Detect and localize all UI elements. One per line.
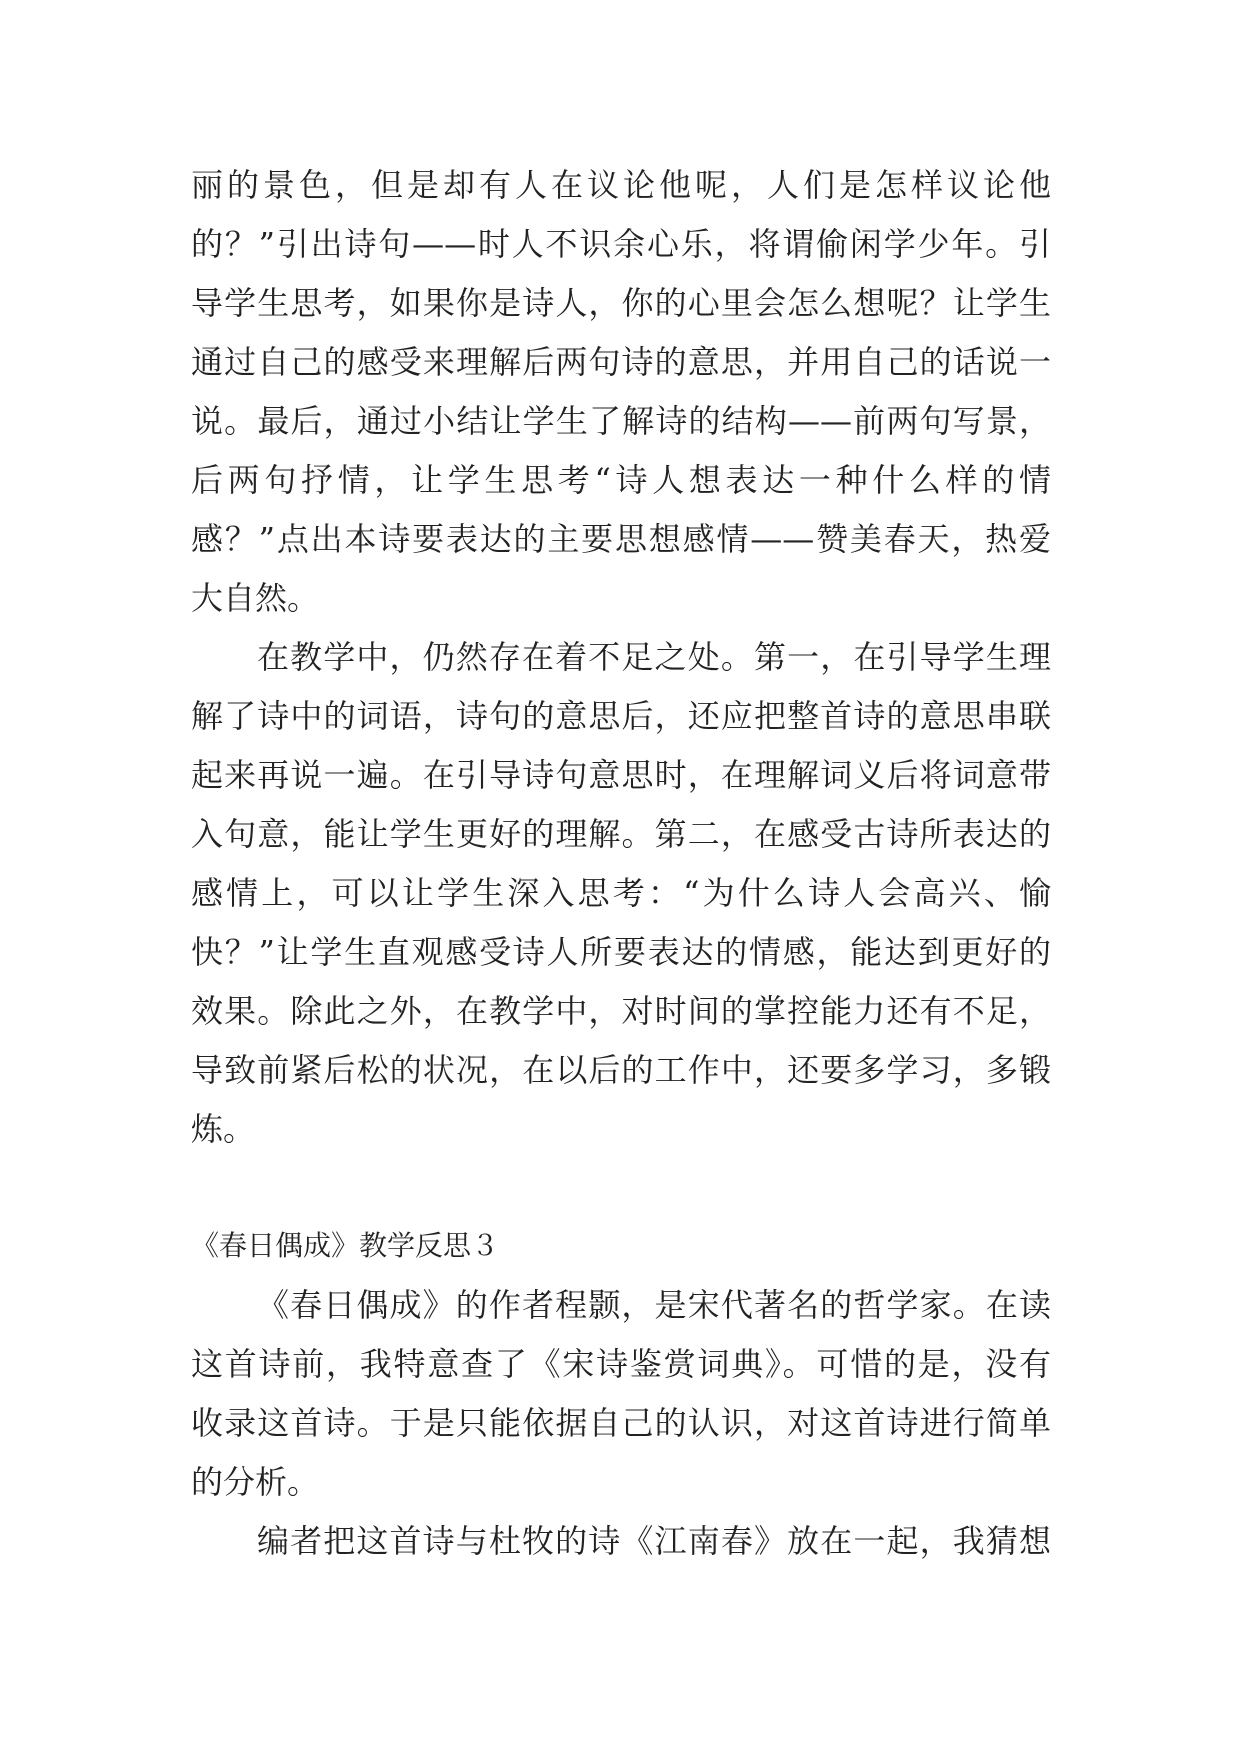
text-line: 丽的景色，但是却有人在议论他呢，人们是怎样议论他	[191, 166, 1051, 204]
text-line: 的？”引出诗句——时人不识余心乐，将谓偷闲学少年。引	[191, 225, 1051, 263]
text-line: 的分析。	[191, 1463, 320, 1501]
text-line: 在教学中，仍然存在着不足之处。第一，在引导学生理	[257, 638, 1051, 676]
text-line: 《春日偶成》的作者程颢，是宋代著名的哲学家。在读	[257, 1286, 1051, 1324]
text-line: 通过自己的感受来理解后两句诗的意思，并用自己的话说一	[191, 343, 1051, 381]
text-line: 后两句抒情，让学生思考“诗人想表达一种什么样的情	[191, 461, 1051, 499]
paragraph-author-intro	[191, 1276, 1051, 1512]
paragraph-continuation	[191, 156, 1051, 628]
text-line: 编者把这首诗与杜牧的诗《江南春》放在一起，我猜想	[257, 1522, 1051, 1560]
text-line: 起来再说一遍。在引导诗句意思时，在理解词义后将词意带	[191, 756, 1051, 794]
section-spacer	[191, 1159, 1051, 1220]
text-line: 收录这首诗。于是只能依据自己的认识，对这首诗进行简单	[191, 1404, 1051, 1442]
text-line: 解了诗中的词语，诗句的意思后，还应把整首诗的意思串联	[191, 697, 1051, 735]
document-body	[191, 156, 1051, 1571]
paragraph-shortcomings	[191, 628, 1051, 1159]
text-line: 入句意，能让学生更好的理解。第二，在感受古诗所表达的	[191, 815, 1051, 853]
section-heading: 《春日偶成》教学反思３	[191, 1229, 500, 1262]
text-line: 效果。除此之外，在教学中，对时间的掌控能力还有不足，	[191, 992, 1051, 1030]
text-line: 导学生思考，如果你是诗人，你的心里会怎么想呢？让学生	[191, 284, 1051, 322]
text-line: 导致前紧后松的状况，在以后的工作中，还要多学习，多锻	[191, 1051, 1051, 1089]
text-line: 炼。	[191, 1110, 256, 1148]
text-line: 快？”让学生直观感受诗人所要表达的情感，能达到更好的	[191, 933, 1051, 971]
text-line: 感情上，可以让学生深入思考：“为什么诗人会高兴、愉	[191, 874, 1051, 912]
text-line: 大自然。	[191, 579, 320, 617]
text-line: 这首诗前，我特意查了《宋诗鉴赏词典》。可惜的是，没有	[191, 1345, 1051, 1383]
paragraph-editor-note	[191, 1512, 1051, 1571]
text-line: 说。最后，通过小结让学生了解诗的结构——前两句写景，	[191, 402, 1051, 440]
text-line: 感？”点出本诗要表达的主要思想感情——赞美春天，热爱	[191, 520, 1051, 558]
